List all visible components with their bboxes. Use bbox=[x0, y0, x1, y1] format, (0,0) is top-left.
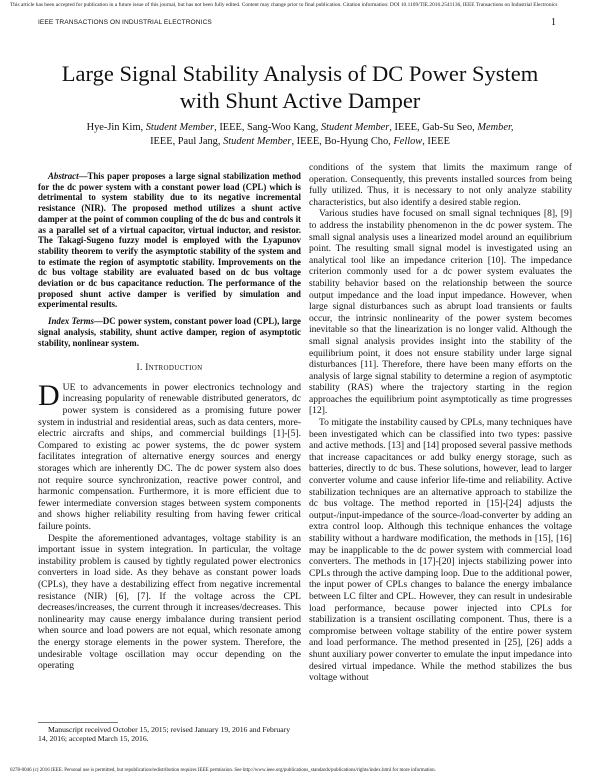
publication-notice: This article has been accepted for publication in a future issue of this journal, but has not been fully edited. Content may change prior to final publication. Citation information: DOI 10.1109/TIE.2016.2541136, IEEE Transactions on Industrial Electronics bbox=[10, 2, 558, 8]
right-column bbox=[309, 162, 572, 684]
author-name: Paul Jang, bbox=[177, 136, 224, 147]
abstract-label: Abstract bbox=[48, 171, 79, 181]
intro-paragraph-3: conditions of the system that limits the maximum range of operation. Consequently, this prevents installed sources from being fully utilized. Thus, it is necessary to not only analyze stability characteristics, but also identify a desired stable region. bbox=[309, 162, 572, 208]
intro-paragraph-4: Various studies have focused on small signal techniques [8], [9] to address the instability phenomenon in the dc power system. The small signal analysis uses a linearized model around an equilibrium point. The resulting small signal model is investigated using an analytical tool like an impedance criterion [10]. The impedance criterion commonly used for a dc power system evaluates the stability behavior based on the relationship between the source output impedance and the load input impedance. However, when large signal disturbances such as abrupt load transients or faults occur, the intrinsic nonlinearity of the power system becomes inevitable so that the linearization is no longer valid. Although the small signal analysis provides insight into the stability of the equilibrium point, it does not ensure stability under large signal disturbances [11]. Therefore, there have been many efforts on the analysis of large signal stability to determine a region of asymptotic stability (RAS) where the trajectory starting in the region approaches the equilibrium point asymptotically as time progresses [12]. bbox=[309, 208, 572, 417]
index-terms-text: —DC power system, constant power load (CPL), large signal analysis, stability, shunt active damper, region of asymptotic stability, nonlinear system. bbox=[38, 316, 301, 348]
author-suffix: , IEEE bbox=[422, 136, 450, 147]
page-number: 1 bbox=[551, 17, 556, 28]
intro-paragraph-1-text: UE to advancements in power electronics technology and increasing popularity of renewable distributed generators, dc power system is considered as a promising future power system in industrial and residential areas, such as data centers, more-electric aircrafts and ships, and commercial buildings [1]-[5]. Compared to existing ac power systems, the dc power system facilitates integration of alternative energy sources and energy storages which are inherently DC. The dc power system also does not require source synchronization, reactive power control, and harmonic compensation. Furthermore, it is more efficient due to fewer intermediate conversion stages between system components and shows higher reliability resulting from having fewer critical failure points. bbox=[38, 381, 301, 532]
author-suffix: , IEEE, bbox=[389, 122, 423, 133]
author-role: Member, bbox=[477, 122, 514, 133]
intro-paragraph-5: To mitigate the instability caused by CPLs, many techniques have been investigated which can be classified into two types: passive and active methods. [13] and [14] proposed several passive methods that increase capacitances or add bulky energy storage, such as batteries, directly to dc bus. These solutions, however, lead to larger converter volume and cause inferior life-time and reliability. Active stabilization techniques are an alternative approach to stabilize the dc bus voltage. The method reported in [15]-[24] adjusts the output-/input-impedance of the source-/load-converter by adding an extra control loop. Although this technique enhances the voltage stability without a hardware modification, the methods in [15], [16] may be inapplicable to the dc power system with commercial load converters. The methods in [17]-[20] injects stabilizing power into CPLs through the active damping loop. Due to the additional power, the input power of CPLs changes to balance the energy imbalance between LC filter and CPL. However, they can result in undesirable load performance, because power injected into CPLs for stabilization is a transient oscillating component. Thus, there is a compromise between voltage stability of the entire power system and load performance. The method presented in [25], [26] adds a shunt auxiliary power converter to emulate the input impedance into desired virtual impedance. While the method stabilizes the bus voltage without bbox=[309, 417, 572, 684]
author-line-2 bbox=[40, 135, 560, 149]
author-role: Student Member bbox=[223, 136, 292, 147]
author-name: Gab-Su Seo, bbox=[422, 122, 478, 133]
author-role: Student Member bbox=[145, 122, 215, 133]
paper-title: Large Signal Stability Analysis of DC Power System with Shunt Active Damper bbox=[61, 61, 539, 113]
abstract bbox=[38, 171, 301, 310]
author-role: Student Member bbox=[320, 122, 390, 133]
abstract-text: —This paper proposes a large signal stabilization method for the dc power system with a constant power load (CPL) which is detrimental to system stability due to its negative incremental resistance (NIR). The proposed method utilizes a shunt active damper at the point of common coupling of the dc bus and controls it as a parallel set of a virtual capacitor, virtual inductor, and resistor. The Takagi-Sugeno fuzzy model is employed with the Lyapunov stability theorem to verify the asymptotic stability of the system and to estimate the region of asymptotic stability. Improvements on the dc bus voltage stability are evaluated based on dc bus voltage deviation or dc bus capacitance reduction. The performance of the proposed shunt active damper is verified by simulation and experimental results. bbox=[38, 171, 301, 310]
running-head: IEEE TRANSACTIONS ON INDUSTRIAL ELECTRONICS bbox=[38, 19, 212, 26]
author-name: Bo-Hyung Cho, bbox=[324, 136, 394, 147]
intro-paragraph-2: Despite the aforementioned advantages, voltage stability is an important issue in system integration. In particular, the voltage instability problem is caused by tightly regulated power electronics converters in load side. As they behave as constant power loads (CPLs), they have a destabilizing effect from negative incremental resistance (NIR) [6], [7]. If the voltage across the CPL decreases/increases, the current through it increases/decreases. This nonlinearity may cause energy imbalance during transient period when source and load powers are not equal, which resonate among the energy storage elements in the power system. Therefore, the undesirable voltage oscillation may occur depending on the operating bbox=[38, 532, 301, 672]
author-suffix: , IEEE, bbox=[291, 136, 325, 147]
author-name: Hye-Jin Kim, bbox=[86, 122, 146, 133]
author-suffix: , IEEE, bbox=[214, 122, 248, 133]
intro-paragraph-1 bbox=[38, 378, 301, 533]
manuscript-footnote: Manuscript received October 15, 2015; revised January 19, 2016 and February 14, 2016; accepted March 15, 2016. bbox=[38, 725, 291, 744]
author-list bbox=[40, 121, 560, 149]
author-line-1 bbox=[40, 121, 560, 135]
author-suffix: IEEE, bbox=[150, 136, 178, 147]
author-role: Fellow bbox=[393, 136, 423, 147]
index-terms-label: Index Terms bbox=[48, 316, 94, 327]
copyright-footer: 0278-0046 (c) 2016 IEEE. Personal use is permitted, but republication/redistribution requires IEEE permission. See http://www.ieee.org/publications_standards/publications/rights/index.html for more information. bbox=[10, 768, 436, 773]
left-column bbox=[38, 171, 301, 672]
footnote-rule bbox=[38, 722, 118, 723]
index-terms bbox=[38, 316, 301, 348]
section-title: Introduction bbox=[145, 363, 203, 374]
section-number: I. bbox=[136, 363, 143, 374]
section-heading bbox=[38, 363, 301, 375]
drop-cap: D bbox=[38, 378, 60, 412]
author-name: Sang-Woo Kang, bbox=[247, 122, 321, 133]
